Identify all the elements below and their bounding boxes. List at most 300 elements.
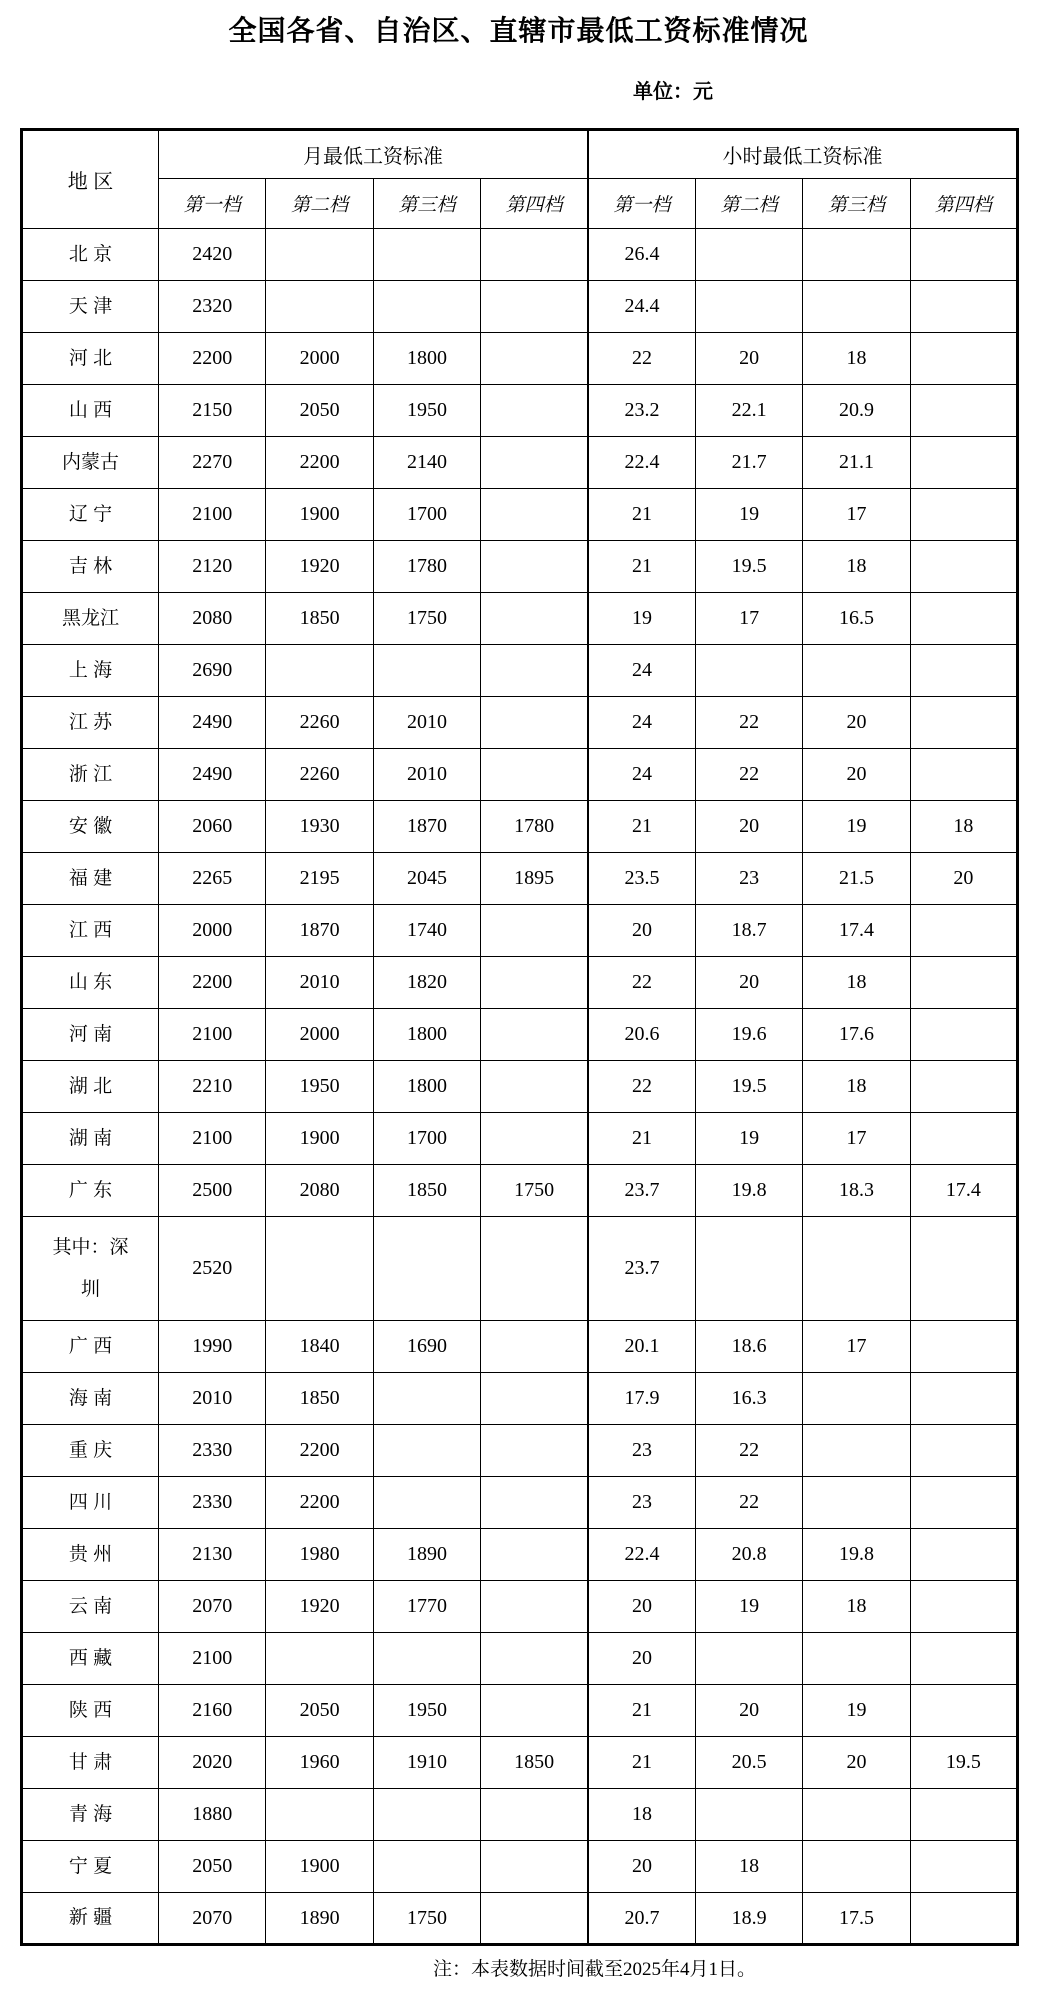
monthly-tier3-cell: 1820 [373, 957, 480, 1009]
hourly-tier1-cell: 20.1 [588, 1321, 695, 1373]
monthly-tier3-cell: 1870 [373, 801, 480, 853]
hourly-tier1-cell: 21 [588, 1113, 695, 1165]
hourly-tier4-cell [910, 229, 1017, 281]
table-row [22, 437, 1018, 489]
region-cell: 福 建 [22, 853, 159, 905]
hourly-tier4-cell [910, 1425, 1017, 1477]
hourly-tier3-cell: 20.9 [803, 385, 910, 437]
hourly-tier1-cell: 23 [588, 1425, 695, 1477]
monthly-tier1-cell: 2100 [159, 1633, 266, 1685]
monthly-tier2-cell: 1840 [266, 1321, 373, 1373]
monthly-tier4-cell [481, 1321, 588, 1373]
monthly-tier2-cell: 1870 [266, 905, 373, 957]
hourly-tier3-cell [803, 645, 910, 697]
hourly-tier4-cell [910, 1061, 1017, 1113]
hourly-tier2-cell: 19 [695, 1113, 802, 1165]
monthly-tier2-cell: 1920 [266, 541, 373, 593]
monthly-tier2-cell: 2080 [266, 1165, 373, 1217]
hourly-tier4-cell [910, 1477, 1017, 1529]
region-cell: 浙 江 [22, 749, 159, 801]
region-cell: 辽 宁 [22, 489, 159, 541]
monthly-tier1-cell: 2010 [159, 1373, 266, 1425]
header-row-sections [22, 130, 1018, 179]
monthly-tier1-cell: 2420 [159, 229, 266, 281]
table-row [22, 281, 1018, 333]
table-row [22, 229, 1018, 281]
table-row [22, 1685, 1018, 1737]
monthly-tier2-cell [266, 1633, 373, 1685]
hourly-tier4-cell [910, 1217, 1017, 1321]
table-row [22, 1165, 1018, 1217]
monthly-tier2-cell [266, 645, 373, 697]
hourly-tier2-cell: 22 [695, 697, 802, 749]
table-row [22, 1633, 1018, 1685]
footnote: 注：本表数据时间截至2025年4月1日。 [433, 1959, 757, 1980]
hourly-tier3-cell [803, 1425, 910, 1477]
monthly-tier1-cell: 2200 [159, 333, 266, 385]
region-cell: 甘 肃 [22, 1737, 159, 1789]
hourly-tier1-cell: 24 [588, 645, 695, 697]
hourly-tier4-cell [910, 1789, 1017, 1841]
monthly-tier4-header: 第四档 [481, 179, 588, 229]
region-cell: 广 东 [22, 1165, 159, 1217]
monthly-tier4-cell [481, 1581, 588, 1633]
monthly-tier4-cell: 1850 [481, 1737, 588, 1789]
hourly-tier3-cell: 19.8 [803, 1529, 910, 1581]
table-row [22, 1061, 1018, 1113]
hourly-tier2-cell: 19 [695, 489, 802, 541]
monthly-tier1-cell: 2520 [159, 1217, 266, 1321]
table-row [22, 1841, 1018, 1893]
monthly-section-header: 月最低工资标准 [159, 130, 589, 179]
monthly-tier4-cell [481, 645, 588, 697]
region-cell: 云 南 [22, 1581, 159, 1633]
monthly-tier4-cell: 1895 [481, 853, 588, 905]
monthly-tier3-cell: 1750 [373, 593, 480, 645]
monthly-tier1-cell: 2130 [159, 1529, 266, 1581]
monthly-tier4-cell [481, 697, 588, 749]
hourly-tier2-cell: 20 [695, 333, 802, 385]
hourly-tier1-cell: 20.6 [588, 1009, 695, 1061]
hourly-tier3-cell [803, 1477, 910, 1529]
hourly-tier3-cell: 17.5 [803, 1893, 910, 1945]
hourly-tier4-cell [910, 333, 1017, 385]
hourly-tier4-cell [910, 957, 1017, 1009]
hourly-tier4-cell [910, 1581, 1017, 1633]
monthly-tier3-cell: 1700 [373, 1113, 480, 1165]
region-cell: 江 苏 [22, 697, 159, 749]
hourly-tier2-cell: 20.5 [695, 1737, 802, 1789]
hourly-section-header: 小时最低工资标准 [588, 130, 1018, 179]
hourly-tier4-cell [910, 385, 1017, 437]
region-cell: 其中：深圳 [22, 1217, 159, 1321]
hourly-tier1-cell: 22.4 [588, 1529, 695, 1581]
monthly-tier4-cell [481, 1529, 588, 1581]
region-cell: 天 津 [22, 281, 159, 333]
monthly-tier3-cell: 2010 [373, 749, 480, 801]
table-row [22, 333, 1018, 385]
table-row [22, 1425, 1018, 1477]
hourly-tier4-cell [910, 281, 1017, 333]
monthly-tier2-cell: 1850 [266, 593, 373, 645]
monthly-tier1-cell: 2210 [159, 1061, 266, 1113]
monthly-tier3-cell: 1850 [373, 1165, 480, 1217]
hourly-tier2-cell: 22.1 [695, 385, 802, 437]
table-head [22, 130, 1018, 229]
region-cell: 宁 夏 [22, 1841, 159, 1893]
monthly-tier3-cell: 1890 [373, 1529, 480, 1581]
table-row [22, 1789, 1018, 1841]
hourly-tier3-cell: 19 [803, 801, 910, 853]
monthly-tier1-header: 第一档 [159, 179, 266, 229]
monthly-tier4-cell [481, 281, 588, 333]
hourly-tier4-cell [910, 749, 1017, 801]
table-row [22, 1113, 1018, 1165]
hourly-tier3-cell: 18 [803, 1061, 910, 1113]
hourly-tier4-cell [910, 1841, 1017, 1893]
monthly-tier2-cell: 1930 [266, 801, 373, 853]
monthly-tier1-cell: 2690 [159, 645, 266, 697]
hourly-tier3-cell: 16.5 [803, 593, 910, 645]
hourly-tier1-cell: 21 [588, 1737, 695, 1789]
monthly-tier3-cell: 1740 [373, 905, 480, 957]
hourly-tier1-cell: 22 [588, 1061, 695, 1113]
hourly-tier4-cell: 18 [910, 801, 1017, 853]
hourly-tier2-cell: 18.9 [695, 1893, 802, 1945]
monthly-tier3-cell: 1950 [373, 385, 480, 437]
monthly-tier2-cell: 1900 [266, 1113, 373, 1165]
monthly-tier2-cell: 2260 [266, 697, 373, 749]
hourly-tier4-cell [910, 1113, 1017, 1165]
hourly-tier3-cell: 18 [803, 1581, 910, 1633]
table-row [22, 749, 1018, 801]
hourly-tier4-cell [910, 645, 1017, 697]
hourly-tier3-cell: 18.3 [803, 1165, 910, 1217]
hourly-tier4-cell [910, 697, 1017, 749]
hourly-tier3-cell: 20 [803, 697, 910, 749]
region-cell: 重 庆 [22, 1425, 159, 1477]
monthly-tier4-cell [481, 593, 588, 645]
monthly-tier2-cell: 2000 [266, 1009, 373, 1061]
monthly-tier1-cell: 2330 [159, 1477, 266, 1529]
hourly-tier2-cell: 22 [695, 1477, 802, 1529]
monthly-tier3-cell [373, 1217, 480, 1321]
hourly-tier1-cell: 21 [588, 1685, 695, 1737]
monthly-tier2-cell [266, 1217, 373, 1321]
monthly-tier1-cell: 2320 [159, 281, 266, 333]
monthly-tier4-cell [481, 1633, 588, 1685]
table-row [22, 801, 1018, 853]
region-cell: 北 京 [22, 229, 159, 281]
hourly-tier3-cell: 17 [803, 1113, 910, 1165]
header-row-tiers [22, 179, 1018, 229]
region-cell: 江 西 [22, 905, 159, 957]
table-row [22, 697, 1018, 749]
monthly-tier4-cell [481, 1061, 588, 1113]
hourly-tier3-cell: 20 [803, 1737, 910, 1789]
hourly-tier4-cell [910, 1321, 1017, 1373]
monthly-tier2-cell: 1960 [266, 1737, 373, 1789]
monthly-tier3-cell: 1750 [373, 1893, 480, 1945]
hourly-tier2-cell: 19.5 [695, 541, 802, 593]
table-row [22, 593, 1018, 645]
hourly-tier3-cell: 17.6 [803, 1009, 910, 1061]
hourly-tier3-cell [803, 1633, 910, 1685]
monthly-tier4-cell [481, 437, 588, 489]
region-cell: 贵 州 [22, 1529, 159, 1581]
monthly-tier1-cell: 2120 [159, 541, 266, 593]
monthly-tier3-cell [373, 1841, 480, 1893]
page-title: 全国各省、自治区、直辖市最低工资标准情况 [228, 15, 809, 46]
table-row [22, 1373, 1018, 1425]
monthly-tier1-cell: 2050 [159, 1841, 266, 1893]
monthly-tier1-cell: 2100 [159, 489, 266, 541]
hourly-tier2-cell: 20 [695, 957, 802, 1009]
hourly-tier2-cell: 20 [695, 801, 802, 853]
table-row [22, 1529, 1018, 1581]
hourly-tier1-cell: 18 [588, 1789, 695, 1841]
hourly-tier4-cell: 17.4 [910, 1165, 1017, 1217]
hourly-tier2-cell [695, 645, 802, 697]
region-cell: 四 川 [22, 1477, 159, 1529]
monthly-tier2-cell [266, 229, 373, 281]
monthly-tier2-cell: 1920 [266, 1581, 373, 1633]
monthly-tier4-cell [481, 1009, 588, 1061]
hourly-tier1-cell: 17.9 [588, 1373, 695, 1425]
monthly-tier2-cell: 1900 [266, 489, 373, 541]
hourly-tier3-cell: 17 [803, 1321, 910, 1373]
monthly-tier3-cell [373, 1633, 480, 1685]
monthly-tier3-cell [373, 1373, 480, 1425]
table-row [22, 1737, 1018, 1789]
monthly-tier2-cell [266, 281, 373, 333]
monthly-tier3-cell: 1800 [373, 333, 480, 385]
hourly-tier4-cell [910, 541, 1017, 593]
monthly-tier1-cell: 2200 [159, 957, 266, 1009]
table-row [22, 1581, 1018, 1633]
hourly-tier2-cell [695, 281, 802, 333]
monthly-tier4-cell [481, 541, 588, 593]
hourly-tier3-cell: 18 [803, 541, 910, 593]
hourly-tier3-cell [803, 1217, 910, 1321]
monthly-tier1-cell: 2080 [159, 593, 266, 645]
hourly-tier2-cell: 16.3 [695, 1373, 802, 1425]
monthly-tier4-cell [481, 957, 588, 1009]
hourly-tier3-header: 第三档 [803, 179, 910, 229]
hourly-tier1-cell: 21 [588, 489, 695, 541]
monthly-tier4-cell [481, 749, 588, 801]
hourly-tier2-cell [695, 229, 802, 281]
hourly-tier3-cell [803, 229, 910, 281]
monthly-tier1-cell: 2070 [159, 1581, 266, 1633]
region-cell: 吉 林 [22, 541, 159, 593]
region-cell: 陕 西 [22, 1685, 159, 1737]
hourly-tier4-cell [910, 1633, 1017, 1685]
hourly-tier3-cell: 17 [803, 489, 910, 541]
monthly-tier2-cell: 2200 [266, 437, 373, 489]
monthly-tier3-cell [373, 645, 480, 697]
monthly-tier2-cell: 1850 [266, 1373, 373, 1425]
monthly-tier3-cell: 2140 [373, 437, 480, 489]
monthly-tier4-cell [481, 905, 588, 957]
hourly-tier2-cell: 21.7 [695, 437, 802, 489]
region-cell: 山 东 [22, 957, 159, 1009]
monthly-tier4-cell [481, 1789, 588, 1841]
hourly-tier3-cell [803, 1789, 910, 1841]
region-cell: 上 海 [22, 645, 159, 697]
monthly-tier1-cell: 2150 [159, 385, 266, 437]
monthly-tier1-cell: 2490 [159, 697, 266, 749]
hourly-tier2-cell: 23 [695, 853, 802, 905]
monthly-tier4-cell [481, 1893, 588, 1945]
hourly-tier2-cell: 17 [695, 593, 802, 645]
region-cell: 山 西 [22, 385, 159, 437]
monthly-tier1-cell: 2265 [159, 853, 266, 905]
table-row [22, 645, 1018, 697]
hourly-tier2-cell: 20 [695, 1685, 802, 1737]
hourly-tier1-cell: 24 [588, 749, 695, 801]
table-row [22, 1477, 1018, 1529]
hourly-tier2-cell: 19 [695, 1581, 802, 1633]
region-cell: 内蒙古 [22, 437, 159, 489]
region-cell: 海 南 [22, 1373, 159, 1425]
monthly-tier3-cell [373, 1477, 480, 1529]
hourly-tier4-cell [910, 1373, 1017, 1425]
hourly-tier4-cell: 19.5 [910, 1737, 1017, 1789]
monthly-tier1-cell: 2490 [159, 749, 266, 801]
hourly-tier2-cell: 19.8 [695, 1165, 802, 1217]
unit-label: 单位：元 [633, 81, 713, 103]
monthly-tier4-cell: 1750 [481, 1165, 588, 1217]
hourly-tier2-cell [695, 1789, 802, 1841]
hourly-tier2-cell: 22 [695, 749, 802, 801]
hourly-tier3-cell: 17.4 [803, 905, 910, 957]
hourly-tier4-cell [910, 1529, 1017, 1581]
hourly-tier1-cell: 22 [588, 333, 695, 385]
region-cell: 安 徽 [22, 801, 159, 853]
monthly-tier4-cell [481, 1217, 588, 1321]
region-cell: 新 疆 [22, 1893, 159, 1945]
monthly-tier1-cell: 2100 [159, 1113, 266, 1165]
hourly-tier4-cell [910, 905, 1017, 957]
table-row [22, 853, 1018, 905]
monthly-tier2-cell [266, 1789, 373, 1841]
monthly-tier1-cell: 2160 [159, 1685, 266, 1737]
table-row [22, 957, 1018, 1009]
hourly-tier1-cell: 23.7 [588, 1217, 695, 1321]
table-row [22, 489, 1018, 541]
hourly-tier1-cell: 20 [588, 1841, 695, 1893]
hourly-tier2-cell: 20.8 [695, 1529, 802, 1581]
monthly-tier4-cell [481, 1477, 588, 1529]
table-row [22, 1009, 1018, 1061]
hourly-tier1-cell: 23.7 [588, 1165, 695, 1217]
hourly-tier1-cell: 22 [588, 957, 695, 1009]
hourly-tier2-cell: 18.7 [695, 905, 802, 957]
hourly-tier3-cell: 19 [803, 1685, 910, 1737]
hourly-tier1-cell: 20 [588, 905, 695, 957]
monthly-tier4-cell [481, 1685, 588, 1737]
monthly-tier1-cell: 2060 [159, 801, 266, 853]
monthly-tier1-cell: 2500 [159, 1165, 266, 1217]
monthly-tier2-cell: 2200 [266, 1425, 373, 1477]
region-cell: 西 藏 [22, 1633, 159, 1685]
hourly-tier1-cell: 19 [588, 593, 695, 645]
monthly-tier2-cell: 1980 [266, 1529, 373, 1581]
table-row [22, 541, 1018, 593]
hourly-tier2-cell: 22 [695, 1425, 802, 1477]
hourly-tier1-cell: 23.5 [588, 853, 695, 905]
monthly-tier3-cell [373, 1789, 480, 1841]
monthly-tier2-cell: 1950 [266, 1061, 373, 1113]
monthly-tier3-cell [373, 229, 480, 281]
hourly-tier2-cell: 19.6 [695, 1009, 802, 1061]
region-cell: 湖 南 [22, 1113, 159, 1165]
table-row [22, 385, 1018, 437]
region-cell: 广 西 [22, 1321, 159, 1373]
monthly-tier4-cell [481, 229, 588, 281]
monthly-tier1-cell: 2070 [159, 1893, 266, 1945]
hourly-tier3-cell: 21.5 [803, 853, 910, 905]
monthly-tier3-cell: 1950 [373, 1685, 480, 1737]
hourly-tier2-header: 第二档 [695, 179, 802, 229]
region-column-header: 地 区 [22, 130, 159, 229]
monthly-tier3-cell: 1700 [373, 489, 480, 541]
hourly-tier4-cell [910, 1685, 1017, 1737]
region-cell: 河 南 [22, 1009, 159, 1061]
monthly-tier3-cell: 2010 [373, 697, 480, 749]
hourly-tier1-cell: 26.4 [588, 229, 695, 281]
hourly-tier4-cell: 20 [910, 853, 1017, 905]
monthly-tier2-cell: 2260 [266, 749, 373, 801]
table-row [22, 1893, 1018, 1945]
monthly-tier3-header: 第三档 [373, 179, 480, 229]
hourly-tier4-cell [910, 1009, 1017, 1061]
hourly-tier1-cell: 21 [588, 541, 695, 593]
monthly-tier3-cell [373, 281, 480, 333]
hourly-tier3-cell: 18 [803, 333, 910, 385]
monthly-tier3-cell: 1780 [373, 541, 480, 593]
monthly-tier2-cell: 2050 [266, 1685, 373, 1737]
monthly-tier1-cell: 1880 [159, 1789, 266, 1841]
monthly-tier4-cell [481, 1425, 588, 1477]
hourly-tier4-cell [910, 1893, 1017, 1945]
table-body [22, 229, 1018, 1945]
hourly-tier2-cell: 18 [695, 1841, 802, 1893]
hourly-tier3-cell: 20 [803, 749, 910, 801]
monthly-tier4-cell [481, 333, 588, 385]
hourly-tier4-header: 第四档 [910, 179, 1017, 229]
hourly-tier3-cell [803, 281, 910, 333]
hourly-tier1-header: 第一档 [588, 179, 695, 229]
table-row [22, 905, 1018, 957]
hourly-tier3-cell [803, 1373, 910, 1425]
monthly-tier2-cell: 2050 [266, 385, 373, 437]
monthly-tier1-cell: 2000 [159, 905, 266, 957]
region-cell: 河 北 [22, 333, 159, 385]
monthly-tier2-cell: 1900 [266, 1841, 373, 1893]
monthly-tier2-cell: 2200 [266, 1477, 373, 1529]
monthly-tier1-cell: 1990 [159, 1321, 266, 1373]
hourly-tier2-cell [695, 1217, 802, 1321]
hourly-tier2-cell: 19.5 [695, 1061, 802, 1113]
hourly-tier3-cell: 21.1 [803, 437, 910, 489]
table-row [22, 1217, 1018, 1321]
monthly-tier2-cell: 1890 [266, 1893, 373, 1945]
hourly-tier4-cell [910, 593, 1017, 645]
monthly-tier4-cell: 1780 [481, 801, 588, 853]
monthly-tier1-cell: 2270 [159, 437, 266, 489]
